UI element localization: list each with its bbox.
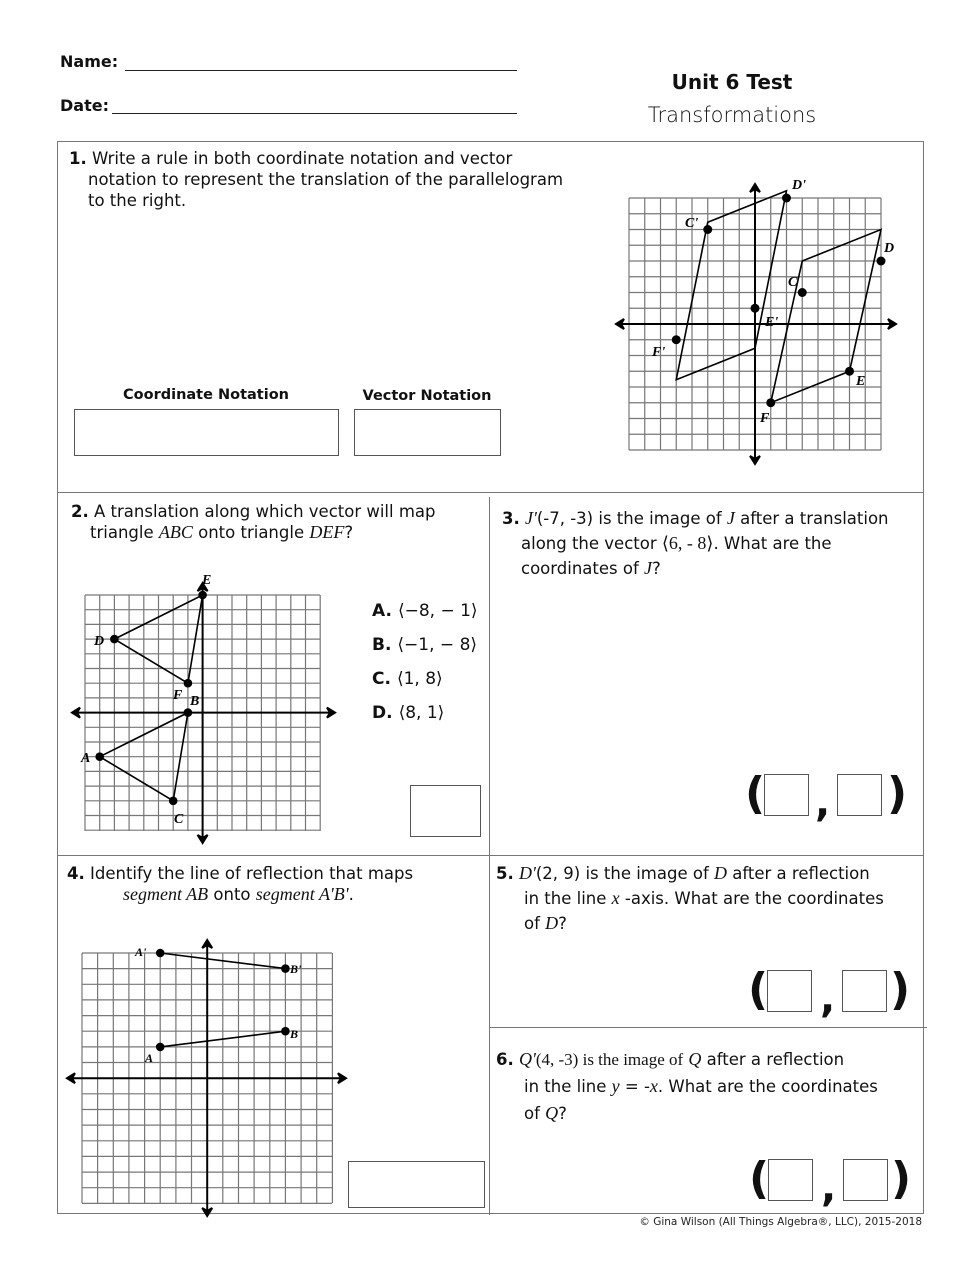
name-field[interactable] xyxy=(125,70,517,71)
point-label-c: C xyxy=(788,275,798,290)
math-term: segment A'B' xyxy=(255,884,349,904)
question-text: ? xyxy=(344,523,354,542)
page-subtitle: Transformations xyxy=(647,103,817,127)
math-term: DEF xyxy=(309,522,345,542)
q3-coordinate-answer xyxy=(745,768,915,826)
question-text: onto xyxy=(213,885,251,904)
question-text: after a reflection xyxy=(732,864,870,883)
math-term: J' xyxy=(525,508,537,528)
question-text: in the line xyxy=(524,889,607,908)
close-paren: ) xyxy=(890,964,911,1015)
question-1 xyxy=(69,148,599,211)
question-text: after a translation xyxy=(740,509,889,528)
choice-letter: A. xyxy=(372,601,392,621)
q2-answer-box[interactable] xyxy=(410,785,481,837)
comma: , xyxy=(815,780,831,826)
vector-notation-answer-box[interactable] xyxy=(354,409,501,456)
math-term: D xyxy=(545,913,559,933)
open-paren: ( xyxy=(748,964,769,1015)
question-number: 2. xyxy=(71,502,89,521)
question-text: -axis. What are the coordinates xyxy=(624,889,884,908)
q6-y-answer-box[interactable] xyxy=(843,1159,888,1201)
math-term: D xyxy=(714,863,728,883)
question-text: (4, -3) is the image of xyxy=(535,1050,684,1069)
q5-coordinate-answer xyxy=(748,964,918,1022)
divider xyxy=(57,492,923,493)
q2-coordinate-grid xyxy=(65,565,345,850)
point-label-f: F xyxy=(760,411,770,426)
open-paren: ( xyxy=(745,768,766,819)
comma: , xyxy=(820,976,836,1022)
divider xyxy=(57,855,923,856)
choice-letter: C. xyxy=(372,669,391,689)
point-label-f: F xyxy=(173,688,183,703)
q3-y-answer-box[interactable] xyxy=(837,774,882,816)
question-number: 5. xyxy=(496,864,514,883)
question-text: (-7, -3) is the image of xyxy=(536,509,722,528)
question-4 xyxy=(67,863,487,905)
question-text: . xyxy=(348,885,354,904)
point-label-d: D xyxy=(884,241,895,256)
point-label-c-prime: C' xyxy=(685,216,699,231)
question-number: 6. xyxy=(496,1050,514,1069)
copyright: © Gina Wilson (All Things Algebra®, LLC), 2015-2018 xyxy=(639,1216,922,1228)
question-text: = - xyxy=(619,1077,650,1096)
question-text: ? xyxy=(652,559,661,578)
question-text: . What are the coordinates xyxy=(657,1077,878,1096)
q4-answer-box[interactable] xyxy=(348,1161,485,1208)
question-number: 1. xyxy=(69,149,87,168)
choice-value: ⟨−1, − 8⟩ xyxy=(397,635,478,655)
math-term: Q xyxy=(688,1049,702,1069)
question-text: coordinates of xyxy=(521,559,639,578)
close-paren: ) xyxy=(887,768,908,819)
divider xyxy=(489,497,490,1215)
question-6 xyxy=(496,1046,916,1127)
choice-value: ⟨8, 1⟩ xyxy=(398,703,445,723)
vector-value: ⟨6, - 8⟩ xyxy=(661,533,714,553)
question-text: along the vector xyxy=(521,534,657,553)
question-3 xyxy=(502,506,912,581)
math-term: segment AB xyxy=(123,884,209,904)
coordinate-notation-label: Coordinate Notation xyxy=(123,387,289,403)
q5-x-answer-box[interactable] xyxy=(767,970,812,1012)
question-5 xyxy=(496,861,916,936)
question-2 xyxy=(71,501,481,543)
name-label: Name: xyxy=(60,52,119,71)
math-term: x xyxy=(611,888,620,908)
question-text: ? xyxy=(558,1104,567,1123)
point-label-b-prime: B' xyxy=(290,962,302,976)
close-paren: ) xyxy=(891,1153,912,1204)
date-field[interactable] xyxy=(112,113,517,114)
question-text: to the right. xyxy=(88,191,187,210)
question-text: of xyxy=(524,1104,540,1123)
date-label: Date: xyxy=(60,96,109,115)
question-text: triangle xyxy=(90,523,154,542)
page-title: Unit 6 Test xyxy=(671,70,793,94)
math-term: J xyxy=(726,508,735,528)
math-term: x xyxy=(649,1076,658,1096)
point-label-a-prime: A' xyxy=(135,945,147,959)
choice-b[interactable] xyxy=(372,628,478,662)
point-label-f-prime: F' xyxy=(652,345,666,360)
q6-coordinate-answer xyxy=(749,1153,919,1211)
q5-y-answer-box[interactable] xyxy=(842,970,887,1012)
math-term: D' xyxy=(519,863,536,883)
point-label-e: E xyxy=(856,374,866,389)
point-label-b: B xyxy=(290,1027,299,1041)
math-term: J xyxy=(644,558,652,578)
point-label-d-prime: D' xyxy=(792,178,806,193)
choice-letter: D. xyxy=(372,703,393,723)
choice-letter: B. xyxy=(372,635,392,655)
question-text: (2, 9) is the image of xyxy=(535,864,709,883)
question-text: of xyxy=(524,914,540,933)
question-text: Identify the line of reflection that maps xyxy=(90,864,414,883)
choice-c[interactable] xyxy=(372,662,478,696)
choice-value: ⟨1, 8⟩ xyxy=(396,669,443,689)
choice-a[interactable] xyxy=(372,594,478,628)
question-number: 3. xyxy=(502,509,520,528)
q4-coordinate-grid xyxy=(60,930,360,1220)
point-label-a: A xyxy=(145,1051,154,1065)
math-term: Q xyxy=(545,1103,559,1123)
point-label-a: A xyxy=(81,751,91,766)
q2-choices xyxy=(372,594,478,730)
divider xyxy=(489,1027,927,1028)
q3-x-answer-box[interactable] xyxy=(764,774,809,816)
question-text: . What are the xyxy=(713,534,832,553)
question-text: notation to represent the translation of the parallelogram xyxy=(88,170,564,189)
q6-x-answer-box[interactable] xyxy=(768,1159,813,1201)
point-label-d: D xyxy=(94,634,105,649)
choice-value: ⟨−8, − 1⟩ xyxy=(397,601,478,621)
math-term: Q' xyxy=(519,1049,536,1069)
question-text: in the line xyxy=(524,1077,607,1096)
math-term: y xyxy=(611,1076,620,1096)
choice-d[interactable] xyxy=(372,696,478,730)
question-text: Write a rule in both coordinate notation and vector xyxy=(92,149,513,168)
open-paren: ( xyxy=(749,1153,770,1204)
question-text: onto triangle xyxy=(198,523,305,542)
q1-coordinate-grid xyxy=(600,170,920,470)
coordinate-notation-answer-box[interactable] xyxy=(74,409,339,456)
question-text: ? xyxy=(558,914,567,933)
question-text: after a reflection xyxy=(706,1050,845,1069)
point-label-c: C xyxy=(174,812,184,827)
math-term: ABC xyxy=(158,522,193,542)
point-label-e: E xyxy=(202,573,212,588)
question-text: A translation along which vector will map xyxy=(94,502,436,521)
point-label-b: B xyxy=(190,694,200,709)
vector-notation-label: Vector Notation xyxy=(362,388,492,404)
comma: , xyxy=(821,1165,837,1211)
point-label-e-prime: E' xyxy=(765,315,779,330)
question-number: 4. xyxy=(67,864,85,883)
